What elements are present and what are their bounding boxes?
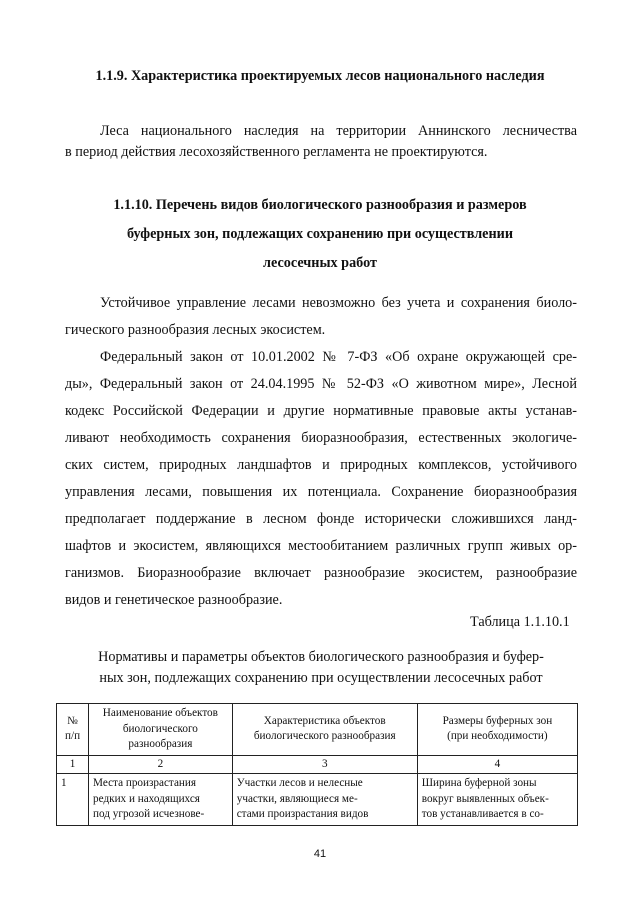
section-1110-title-line-1: 1.1.10. Перечень видов биологического разнообразия и размеров xyxy=(113,197,527,213)
para2-line-5: ских систем, природных ландшафтов и природных комплексов, устойчивого xyxy=(65,457,577,473)
para2-line-8: шафтов и экосистем, являющихся местообитанием различных групп живых ор- xyxy=(65,538,577,554)
row-1-name xyxy=(89,774,233,826)
table-label: Таблица 1.1.10.1 xyxy=(470,614,570,630)
biodiversity-table xyxy=(56,703,578,826)
para2-line-1: Федеральный закон от 10.01.2002 № 7-ФЗ «Об охране окружающей сре- xyxy=(100,349,577,365)
section-119-title: 1.1.9. Характеристика проектируемых лесов национального наследия xyxy=(95,68,545,84)
header-buffer-label: Размеры буферных зон (при необходимости) xyxy=(442,714,553,743)
header-cell-name xyxy=(89,704,233,756)
table-row xyxy=(57,774,578,826)
para1-line-2: гического разнообразия лесных экосистем. xyxy=(65,322,326,338)
section-1110-title-line-2: буферных зон, подлежащих сохранению при осуществлении xyxy=(126,226,513,242)
row-1-characteristic-text: Участки лесов и нелесные участки, являющиеся ме- стами произрастания видов xyxy=(236,777,369,820)
header-name-label: Наименование объектов биологического разнообразия xyxy=(102,707,218,750)
column-number-4: 4 xyxy=(417,755,577,774)
header-cell-buffer xyxy=(417,704,577,756)
row-1-buffer-text: Ширина буферной зоны вокруг выявленных объек- тов устанавливается в со- xyxy=(421,777,549,820)
header-cell-characteristic xyxy=(232,704,417,756)
para2-line-9: ганизмов. Биоразнообразие включает разнообразие экосистем, разнообразие xyxy=(65,565,577,581)
row-1-buffer xyxy=(417,774,577,826)
row-1-characteristic xyxy=(232,774,417,826)
row-1-number-text: 1 xyxy=(61,777,67,789)
table-caption-line-1: Нормативы и параметры объектов биологического разнообразия и буфер- xyxy=(98,649,544,665)
section-119-para-line-1: Леса национального наследия на территории Аннинского лесничества xyxy=(100,123,577,139)
row-1-number xyxy=(57,774,89,826)
column-number-1: 1 xyxy=(57,755,89,774)
para2-line-10: видов и генетическое разнообразие. xyxy=(65,592,283,608)
para1-line-1: Устойчивое управление лесами невозможно без учета и сохранения биоло- xyxy=(100,295,577,311)
para2-line-7: предполагает поддержание в лесном фонде исторически сложившихся ланд- xyxy=(65,511,577,527)
table-column-numbers-row xyxy=(57,755,578,774)
header-cell-number xyxy=(57,704,89,756)
page-number: 41 xyxy=(313,848,327,860)
para2-line-4: ливают необходимость сохранения биоразнообразия, естественных экологиче- xyxy=(65,430,577,446)
para2-line-6: управления лесами, повышения их потенциала. Сохранение биоразнообразия xyxy=(65,484,577,500)
para2-line-3: кодекс Российской Федерации и другие нормативные правовые акты устанав- xyxy=(65,403,577,419)
header-number-label: № п/п xyxy=(64,714,81,743)
header-characteristic-label: Характеристика объектов биологического разнообразия xyxy=(253,714,396,743)
column-number-2: 2 xyxy=(89,755,233,774)
section-1110-title-line-3: лесосечных работ xyxy=(263,255,377,271)
para2-line-2: ды», Федеральный закон от 24.04.1995 № 52-ФЗ «О животном мире», Лесной xyxy=(65,376,577,392)
section-119-para-line-2: в период действия лесохозяйственного регламента не проектируются. xyxy=(65,144,488,160)
table-caption-line-2: ных зон, подлежащих сохранению при осуществлении лесосечных работ xyxy=(99,670,543,686)
column-number-3: 3 xyxy=(232,755,417,774)
row-1-name-text: Места произрастания редких и находящихся под угрозой исчезнове- xyxy=(93,777,205,820)
table-header-row xyxy=(57,704,578,756)
